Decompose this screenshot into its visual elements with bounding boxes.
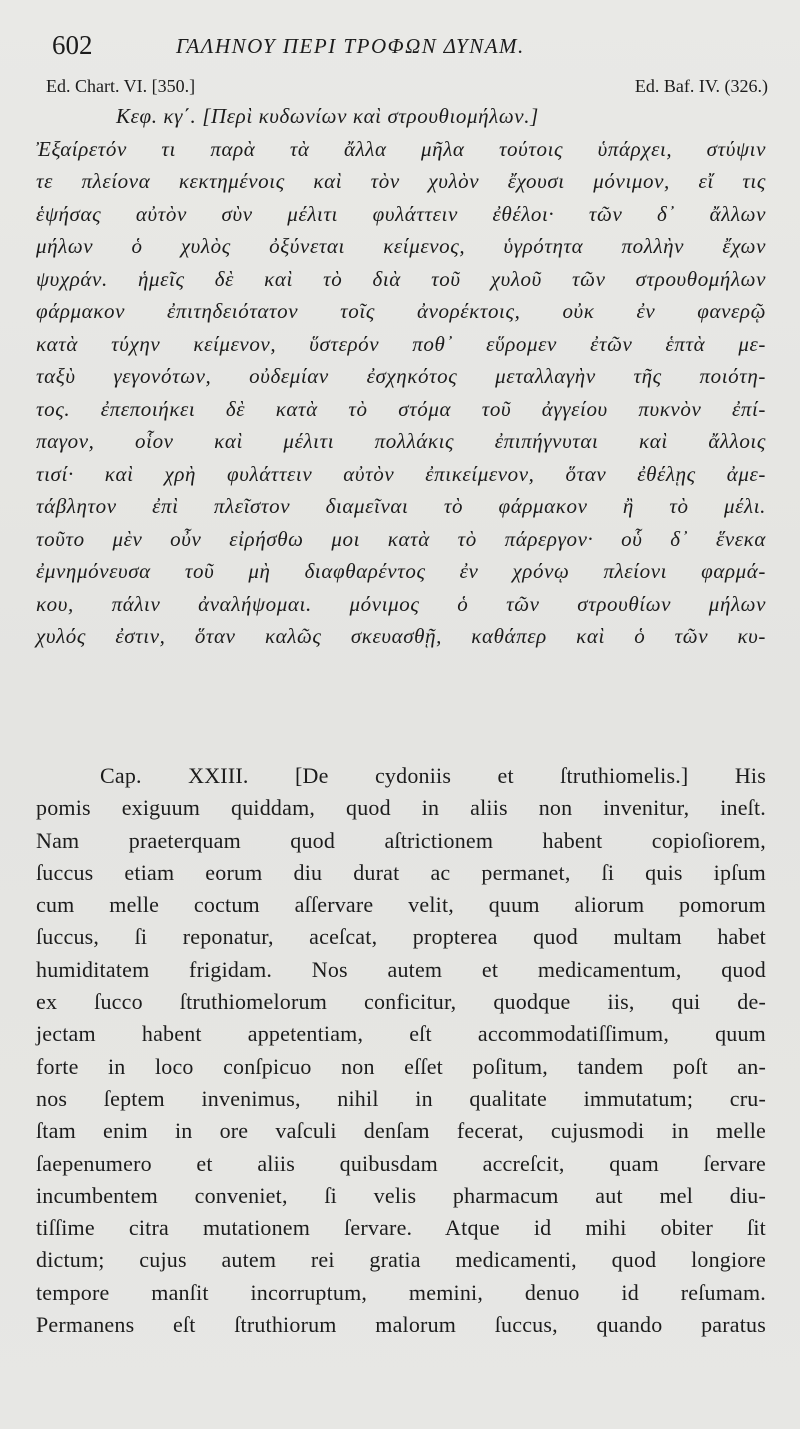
latin-line: nos ſeptem invenimus, nihil in qualitate immutatum; cru- [36, 1085, 766, 1111]
greek-line: χυλός ἐστιν, ὅταν καλῶς σκευασθῇ, καθάπερ καὶ ὁ τῶν κυ- [36, 624, 766, 648]
greek-line: ταξὺ γεγονότων, οὐδεμίαν ἐσχηκότος μεταλλαγὴν τῆς ποιότη- [36, 364, 766, 388]
latin-line: ſuccus etiam eorum diu durat ac permanet, ſi quis ipſum [36, 859, 766, 885]
latin-text-block [36, 760, 766, 1341]
greek-line: τάβλητον ἐπὶ πλεῖστον διαμεῖναι τὸ φάρμακον ἢ τὸ μέλι. [36, 494, 766, 518]
edition-chart-reference: Ed. Chart. VI. [350.] [46, 76, 196, 96]
greek-text-block [36, 100, 766, 653]
latin-line: humiditatem frigidam. Nos autem et medicamentum, quod [36, 956, 766, 982]
latin-line: forte in loco conſpicuo non eſſet poſitum, tandem poſt an- [36, 1053, 766, 1079]
latin-line: ſtam enim in ore vaſculi denſam fecerat, cujusmodi in melle [36, 1118, 766, 1144]
edition-basel-reference: Ed. Baf. IV. (326.) [634, 76, 768, 96]
greek-line: τος. ἐπεποιήκει δὲ κατὰ τὸ στόμα τοῦ ἀγγείου πυκνὸν ἐπί- [36, 396, 766, 421]
latin-line: dictum; cujus autem rei gratia medicamenti, quod longiore [36, 1247, 766, 1273]
greek-line: ἐμνημόνευσα τοῦ μὴ διαφθαρέντος ἐν χρόνῳ πλείονι φαρμά- [36, 559, 766, 583]
greek-line: τε πλείονα κεκτημένοις καὶ τὸν χυλὸν ἔχουσι μόνιμον, εἴ τις [36, 169, 766, 193]
latin-line: Permanens eſt ſtruthiorum malorum ſuccus, quando paratus [36, 1312, 766, 1338]
latin-line: ſuccus, ſi reponatur, aceſcat, propterea quod multam habet [36, 924, 766, 950]
page-number: 602 [52, 30, 93, 60]
latin-line: ex ſucco ſtruthiomelorum conficitur, quodque iis, qui de- [36, 989, 766, 1015]
greek-line: ψυχράν. ἡμεῖς δὲ καὶ τὸ διὰ τοῦ χυλοῦ τῶν στρουθομήλων [36, 266, 766, 291]
edition-references [46, 76, 768, 100]
latin-line: jectam habent appetentiam, eſt accommodatiſſimum, quum [36, 1021, 766, 1047]
page-header [36, 28, 766, 68]
latin-line: tiſſime citra mutationem ſervare. Atque id mihi obiter ſit [36, 1215, 766, 1241]
latin-line: Nam praeterquam quod aſtrictionem habent copioſiorem, [36, 827, 766, 853]
latin-line: ſaepenumero et aliis quibusdam accreſcit, quam ſervare [36, 1150, 766, 1176]
latin-chapter-opening: Cap. XXIII. [De cydoniis et ſtruthiomelis.] His [100, 763, 766, 788]
greek-line: Ἐξαίρετόν τι παρὰ τὰ ἄλλα μῆλα τούτοις ὑπάρχει, στύψιν [36, 136, 766, 161]
greek-line: ἑψήσας αὐτὸν σὺν μέλιτι φυλάττειν ἐθέλοι· τῶν δ᾽ ἄλλων [36, 201, 766, 226]
latin-line: cum melle coctum aſſervare velit, quum aliorum pomorum [36, 892, 766, 918]
greek-line: μήλων ὁ χυλὸς ὀξύνεται κείμενος, ὑγρότητα πολλὴν ἔχων [36, 234, 766, 258]
greek-chapter-heading: Κεφ. κγ΄. [Περὶ κυδωνίων καὶ στρουθιομήλων.] [116, 104, 539, 128]
greek-line: τοῦτο μὲν οὖν εἰρήσθω μοι κατὰ τὸ πάρεργον· οὗ δ᾽ ἕνεκα [36, 526, 766, 551]
latin-line: incumbentem conveniet, ſi velis pharmacum aut mel diu- [36, 1182, 766, 1208]
greek-line: κατὰ τύχην κείμενον, ὕστερόν ποθ᾽ εὕρομεν ἐτῶν ἑπτὰ με- [36, 331, 766, 356]
greek-line: κου, πάλιν ἀναλήψομαι. μόνιμος ὁ τῶν στρουθίων μήλων [36, 591, 766, 616]
greek-line: τισί· καὶ χρὴ φυλάττειν αὐτὸν ἐπικείμενον, ὅταν ἐθέλῃς ἀμε- [36, 461, 766, 486]
greek-line: φάρμακον ἐπιτηδειότατον τοῖς ἀνορέκτοις, οὐκ ἐν φανερῷ [36, 299, 766, 323]
latin-line: pomis exiguum quiddam, quod in aliis non invenitur, ineſt. [36, 795, 766, 821]
latin-line: tempore manſit incorruptum, memini, denuo id reſumam. [36, 1279, 766, 1305]
greek-line: παγον, οἷον καὶ μέλιτι πολλάκις ἐπιπήγνυται καὶ ἄλλοις [36, 429, 766, 453]
running-title: ΓΑΛΗΝΟΥ ΠΕΡΙ ΤΡΟΦΩΝ ΔΥΝΑΜ. [176, 34, 525, 58]
